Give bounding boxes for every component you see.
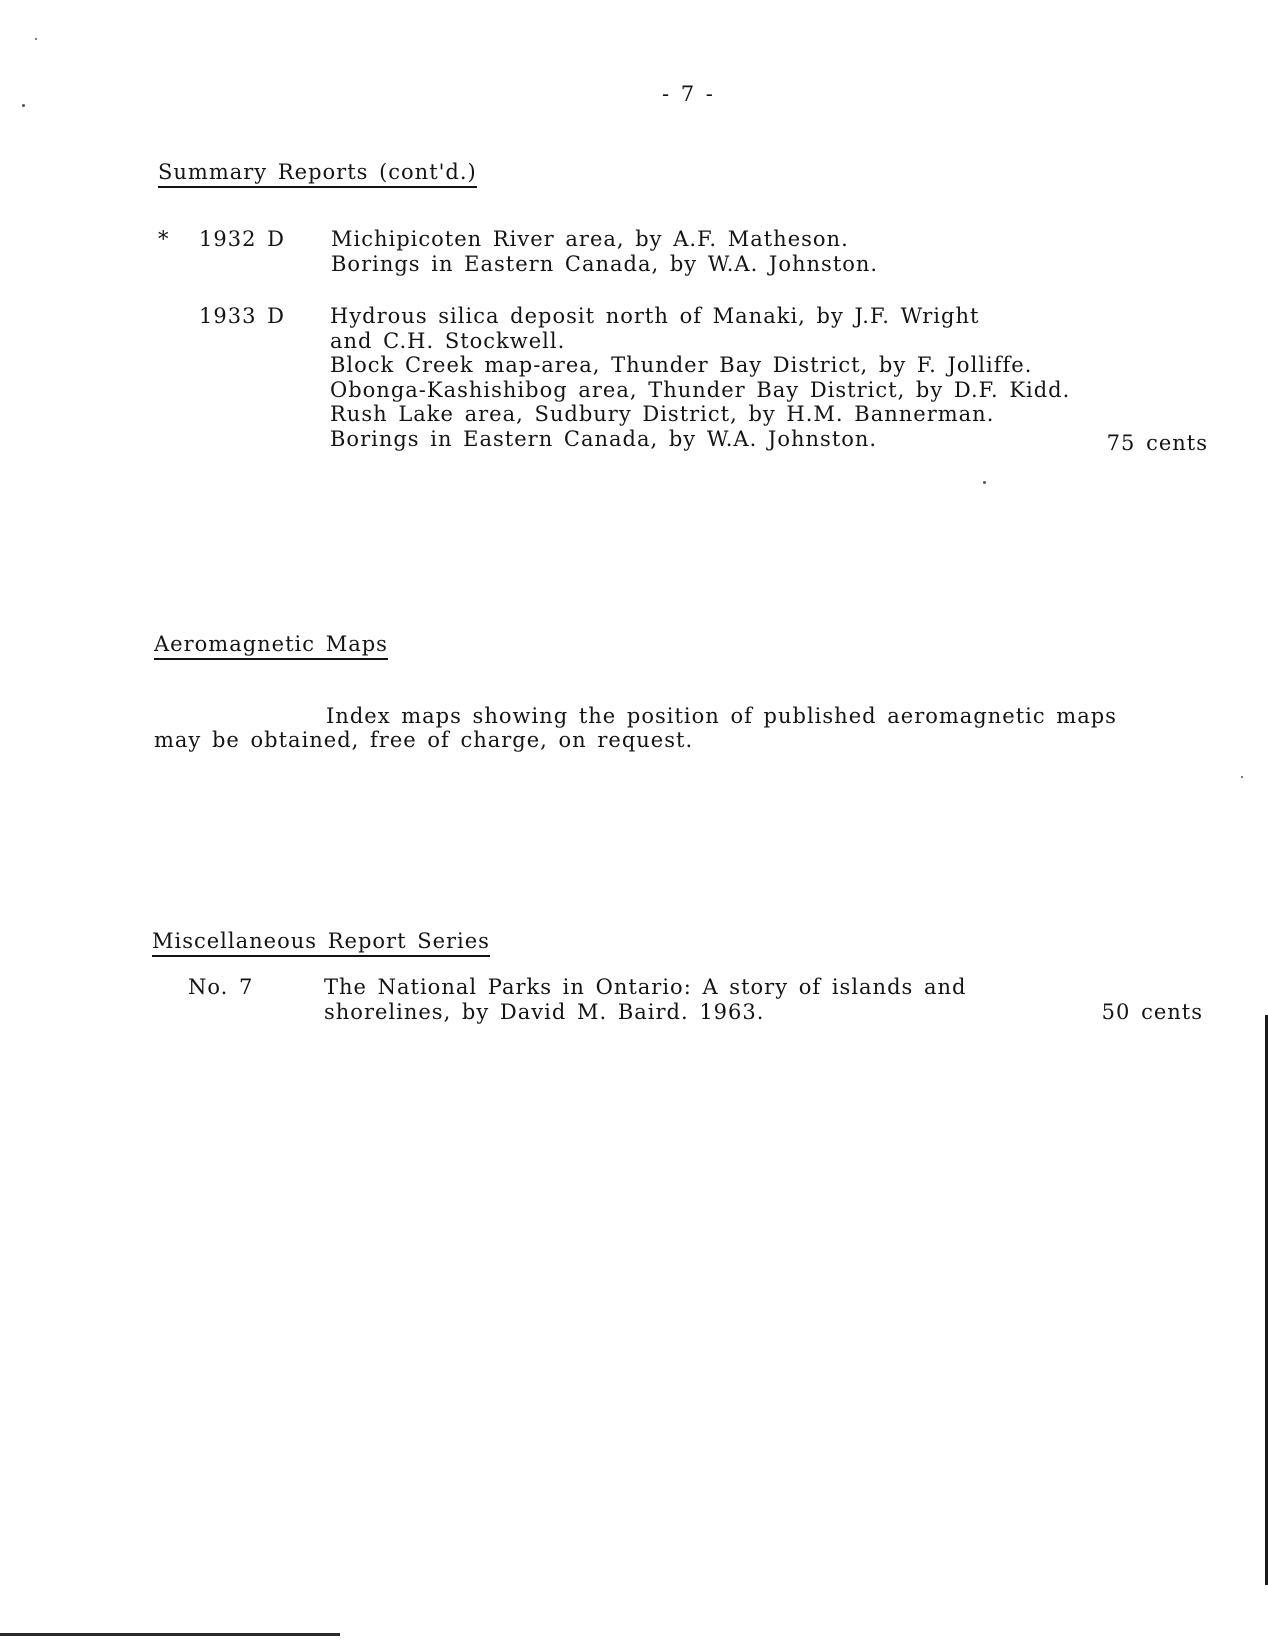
price-50-cents: 50 cents bbox=[1101, 1000, 1203, 1024]
aeromagnetic-text-line2: may be obtained, free of charge, on request. bbox=[154, 728, 694, 752]
asterisk-marker: * bbox=[158, 227, 170, 251]
report-1933d-text bbox=[330, 304, 1070, 451]
report-line: The National Parks in Ontario: A story of islands and bbox=[324, 975, 967, 999]
report-no7-text bbox=[324, 975, 966, 1024]
report-line: Borings in Eastern Canada, by W.A. Johnston. bbox=[330, 426, 878, 451]
report-id-1932d: 1932 D bbox=[199, 227, 285, 251]
report-id-1933d: 1933 D bbox=[199, 304, 285, 328]
report-id-no7: No. 7 bbox=[188, 975, 254, 999]
report-1932d-text bbox=[331, 227, 878, 276]
scan-speck bbox=[983, 481, 986, 484]
report-line: Borings in Eastern Canada, by W.A. Johnston. bbox=[331, 251, 879, 276]
report-line: Obonga-Kashishibog area, Thunder Bay District, by D.F. Kidd. bbox=[330, 377, 1071, 402]
summary-reports-heading: Summary Reports (cont'd.) bbox=[158, 160, 477, 188]
report-line: shorelines, by David M. Baird. 1963. bbox=[324, 999, 765, 1024]
report-line: and C.H. Stockwell. bbox=[330, 328, 566, 353]
aeromagnetic-maps-heading: Aeromagnetic Maps bbox=[154, 632, 388, 660]
scan-speck bbox=[35, 38, 37, 40]
aeromagnetic-text-line1: Index maps showing the position of published aeromagnetic maps bbox=[326, 704, 1117, 728]
scan-edge-bottom bbox=[0, 1633, 340, 1636]
misc-report-series-heading: Miscellaneous Report Series bbox=[152, 929, 490, 957]
report-line: Block Creek map-area, Thunder Bay District, by F. Jolliffe. bbox=[330, 353, 1033, 377]
price-75-cents: 75 cents bbox=[1106, 431, 1208, 455]
page-number: - 7 - bbox=[662, 82, 714, 106]
report-line: Rush Lake area, Sudbury District, by H.M. Bannerman. bbox=[330, 402, 995, 426]
report-line: Michipicoten River area, by A.F. Matheson. bbox=[331, 227, 849, 251]
scan-speck bbox=[1241, 776, 1243, 778]
scan-speck bbox=[22, 104, 25, 107]
report-line: Hydrous silica deposit north of Manaki, by J.F. Wright bbox=[330, 304, 980, 328]
